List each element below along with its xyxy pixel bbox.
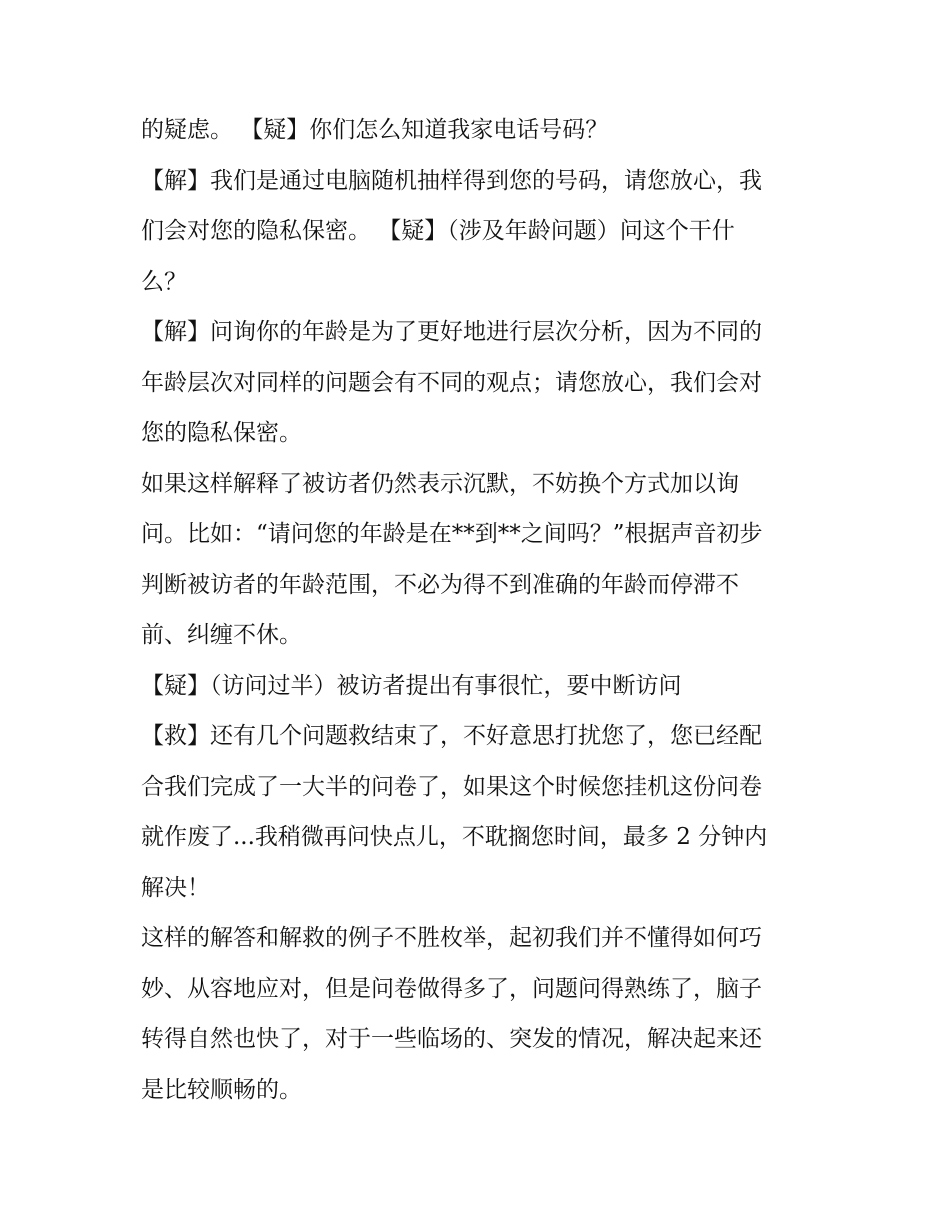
text-line: 解决！ (141, 874, 210, 901)
text-line: 妙、从容地应对，但是问卷做得多了，问题问得熟练了，脑子 (141, 975, 762, 1002)
text-line: 【疑】（访问过半）被访者提出有事很忙，要中断访问 (141, 672, 682, 699)
text-line: 问。比如：“请问您的年龄是在**到**之间吗？”根据声音初步 (141, 521, 763, 547)
text-line: 如果这样解释了被访者仍然表示沉默，不妨换个方式加以询 (141, 470, 739, 497)
text-line: 的疑虑。 【疑】你们怎么知道我家电话号码？ (141, 117, 609, 143)
text-line: 【解】我们是通过电脑随机抽样得到您的号码，请您放心，我 (141, 167, 762, 194)
document-body (141, 105, 821, 1115)
text-line: 【解】问询你的年龄是为了更好地进行层次分析，因为不同的 (141, 319, 762, 345)
text-line: 【救】还有几个问题救结束了，不好意思打扰您了，您已经配 (141, 723, 762, 749)
text-line: 么？ (141, 268, 187, 295)
text-line: 前、纠缠不休。 (141, 622, 302, 648)
text-line: 们会对您的隐私保密。 【疑】（涉及年龄问题）问这个干什 (141, 218, 735, 244)
text-line: 年龄层次对同样的问题会有不同的观点；请您放心，我们会对 (141, 369, 762, 396)
text-line: 您的隐私保密。 (141, 420, 302, 446)
text-line: 这样的解答和解救的例子不胜枚举，起初我们并不懂得如何巧 (141, 925, 762, 951)
text-line: 是比较顺畅的。 (141, 1076, 302, 1103)
text-line: 判断被访者的年龄范围，不必为得不到准确的年龄而停滞不 (141, 571, 739, 598)
text-line: 转得自然也快了，对于一些临场的、突发的情况，解决起来还 (141, 1026, 762, 1052)
text-line: 就作废了...我稍微再问快点儿，不耽搁您时间，最多 2 分钟内 (141, 824, 768, 850)
text-line: 合我们完成了一大半的问卷了，如果这个时候您挂机这份问卷 (141, 773, 762, 800)
